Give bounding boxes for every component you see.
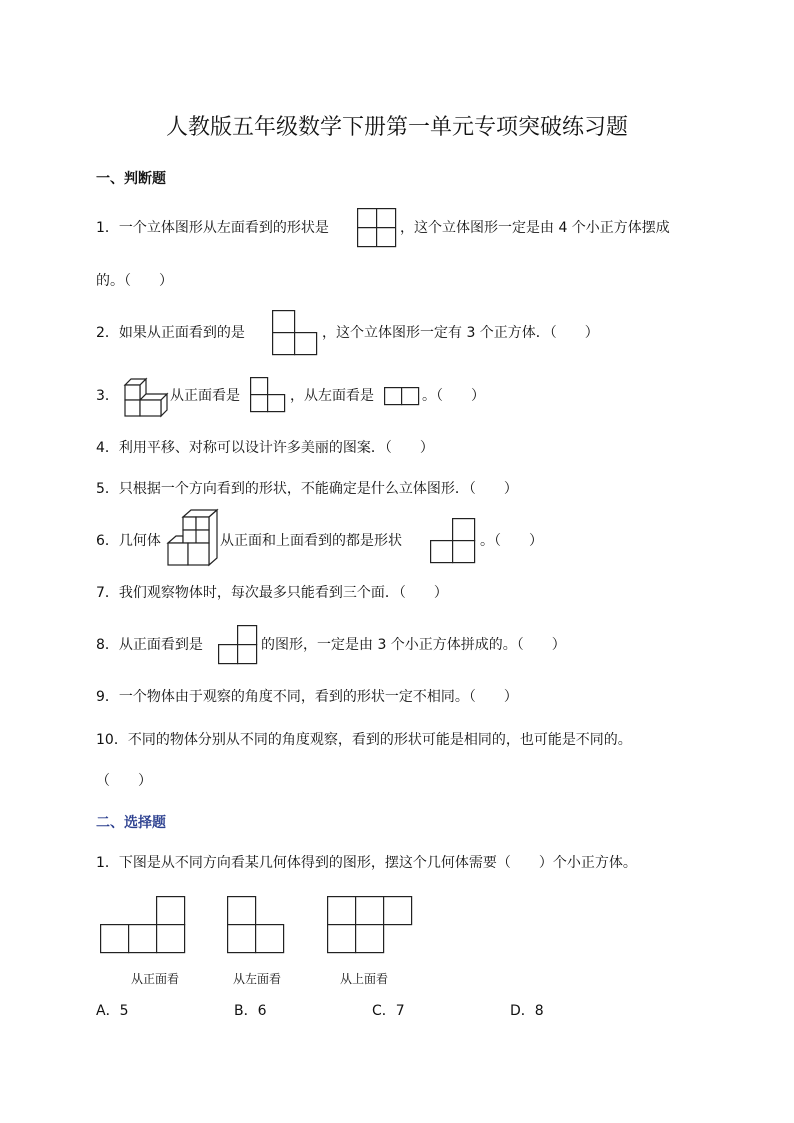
option-b[interactable]: B．6 [234, 1003, 267, 1019]
option-a[interactable]: A．5 [96, 1003, 129, 1019]
section-heading-judgement: 一、判断题 [96, 171, 166, 187]
caption-top-view: 从上面看 [340, 972, 389, 986]
figure-2x2-squares [357, 208, 397, 248]
question-9: 9．一个物体由于观察的角度不同，看到的形状一定不相同。（ ） [96, 689, 518, 705]
question-10-part-b: （ ） [96, 773, 152, 789]
figure-top-view [327, 896, 415, 956]
question-10-part-a: 10．不同的物体分别从不同的角度观察，看到的形状可能是相同的，也可能是不同的。 [96, 732, 632, 748]
figure-left-view-2-squares [384, 387, 424, 407]
question-2-part-a: 2．如果从正面看到的是 [96, 325, 245, 341]
question-6-part-a: 6．几何体 [96, 533, 161, 549]
question-5: 5．只根据一个方向看到的形状，不能确定是什么立体图形．（ ） [96, 481, 518, 497]
option-d[interactable]: D．8 [510, 1003, 544, 1019]
option-c[interactable]: C．7 [372, 1003, 405, 1019]
figure-front-view-3-squares [250, 377, 288, 415]
caption-front-view: 从正面看 [131, 972, 180, 986]
question-6-part-b: 从正面和上面看到的都是形状 [220, 533, 402, 549]
figure-l-shape-3-squares [218, 625, 260, 667]
question-6-part-c: 。（ ） [480, 533, 543, 549]
question-2-part-b: ，这个立体图形一定有 3 个正方体．（ ） [322, 325, 599, 341]
question-1-part-c: 的。（ ） [96, 273, 173, 289]
question-3-part-b: 从正面看是 [170, 388, 240, 404]
question-3-part-c: ，从左面看是 [290, 388, 374, 404]
question-7: 7．我们观察物体时，每次最多只能看到三个面．（ ） [96, 585, 448, 601]
figure-3d-cubes-stack [122, 376, 170, 418]
question-8-part-b: 的图形，一定是由 3 个小正方体拼成的。（ ） [261, 637, 566, 653]
figure-front-view [100, 896, 188, 956]
question-1-part-a: 1．一个立体图形从左面看到的形状是 [96, 220, 329, 236]
figure-left-view [227, 896, 287, 956]
figure-3d-cubes-stack [166, 508, 220, 570]
section-heading-choice: 二、选择题 [96, 815, 166, 831]
question-1-part-b: ，这个立体图形一定是由 4 个小正方体摆成 [400, 220, 670, 236]
question-3-part-a: 3． [96, 388, 119, 404]
question-8-part-a: 8．从正面看到是 [96, 637, 203, 653]
figure-l-shape-3-squares [430, 518, 478, 566]
choice-question-1: 1．下图是从不同方向看某几何体得到的图形，摆这个几何体需要（ ）个小正方体。 [96, 855, 637, 871]
question-4: 4．利用平移、对称可以设计许多美丽的图案．（ ） [96, 440, 434, 456]
page-title: 人教版五年级数学下册第一单元专项突破练习题 [165, 115, 628, 140]
figure-l-shape-3-squares [272, 310, 318, 356]
question-3-part-d: 。（ ） [422, 388, 485, 404]
caption-left-view: 从左面看 [233, 972, 282, 986]
